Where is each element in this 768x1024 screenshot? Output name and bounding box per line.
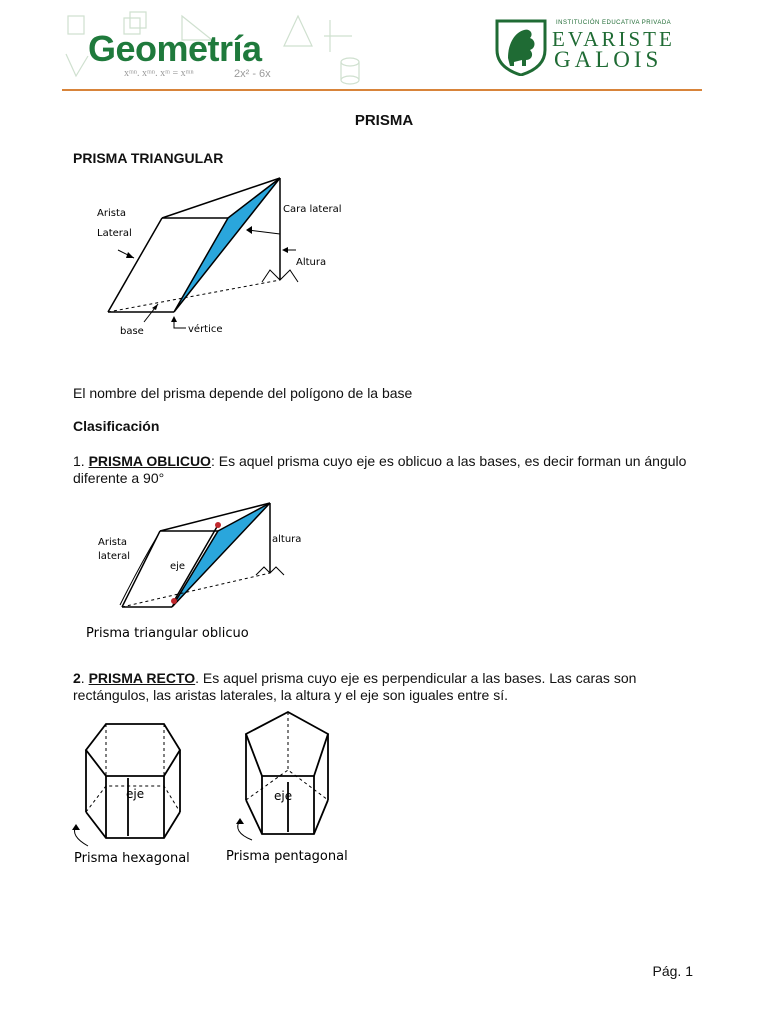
item-oblicuo-term: PRISMA OBLICUO xyxy=(88,453,211,469)
triangular-prism-figure xyxy=(90,170,380,370)
label-cara-lateral: Cara lateral xyxy=(283,204,342,215)
lion-crest-icon xyxy=(494,18,548,76)
label-eje: eje xyxy=(170,561,186,572)
page-header xyxy=(0,0,768,92)
label-lateral: Lateral xyxy=(97,228,132,239)
item-recto-number: 2 xyxy=(73,670,81,686)
item-oblicuo-number: 1. xyxy=(73,453,85,469)
item-recto: 2. PRISMA RECTO. Es aquel prisma cuyo eje es perpendicular a las bases. Las caras son rectángulos, las aristas laterales, la altura y el eje son iguales entre sí. xyxy=(73,670,637,703)
label-base: base xyxy=(120,326,144,337)
header-divider xyxy=(62,89,702,91)
section-heading-triangular: PRISMA TRIANGULAR xyxy=(73,150,224,166)
caption-pentagonal-prism: Prisma pentagonal xyxy=(226,849,348,864)
school-type: INSTITUCIÓN EDUCATIVA PRIVADA xyxy=(556,20,672,26)
pentagonal-prism-figure xyxy=(222,710,382,868)
school-logo xyxy=(494,16,694,76)
label-vertice: vértice xyxy=(188,324,223,335)
clasificacion-heading: Clasificación xyxy=(73,418,160,434)
item-recto-term: PRISMA RECTO xyxy=(88,670,196,686)
label-altura: Altura xyxy=(296,257,327,268)
page-title: PRISMA xyxy=(354,112,414,129)
caption-hexagonal-prism: Prisma hexagonal xyxy=(74,851,190,866)
page-number: Pág. 1 xyxy=(652,963,693,979)
label-arista: Arista xyxy=(98,537,127,548)
geometria-logo xyxy=(62,6,362,86)
formula-left: xᵐⁿ. xᵐⁿ. xᵐ = xᵐⁿ xyxy=(124,68,194,79)
school-name-1: EVARISTE xyxy=(552,27,675,51)
item-recto-text: . Es aquel prisma cuyo eje es perpendicular a las bases. Las caras son rectángulos, las aristas laterales, la altura y el eje son iguales entre sí. xyxy=(73,670,637,703)
intro-text: El nombre del prisma depende del polígono de la base xyxy=(73,385,413,401)
label-eje-pent: eje xyxy=(274,789,293,803)
label-eje-hex: eje xyxy=(126,787,145,801)
label-lateral: lateral xyxy=(98,551,130,562)
item-oblicuo xyxy=(73,453,703,487)
label-altura: altura xyxy=(272,534,302,545)
oblique-prism-figure xyxy=(80,495,340,650)
label-arista: Arista xyxy=(97,208,126,219)
formula-right: 2x² - 6x xyxy=(234,68,271,80)
school-name-2: GALOIS xyxy=(554,47,663,72)
hexagonal-prism-figure xyxy=(68,718,218,868)
caption-oblique-prism: Prisma triangular oblicuo xyxy=(86,626,249,641)
subject-title: Geometría xyxy=(88,28,262,69)
item-oblicuo-text: : Es aquel prisma cuyo eje es oblicuo a las bases, es decir forman un ángulo diferente a 90° xyxy=(73,453,687,486)
